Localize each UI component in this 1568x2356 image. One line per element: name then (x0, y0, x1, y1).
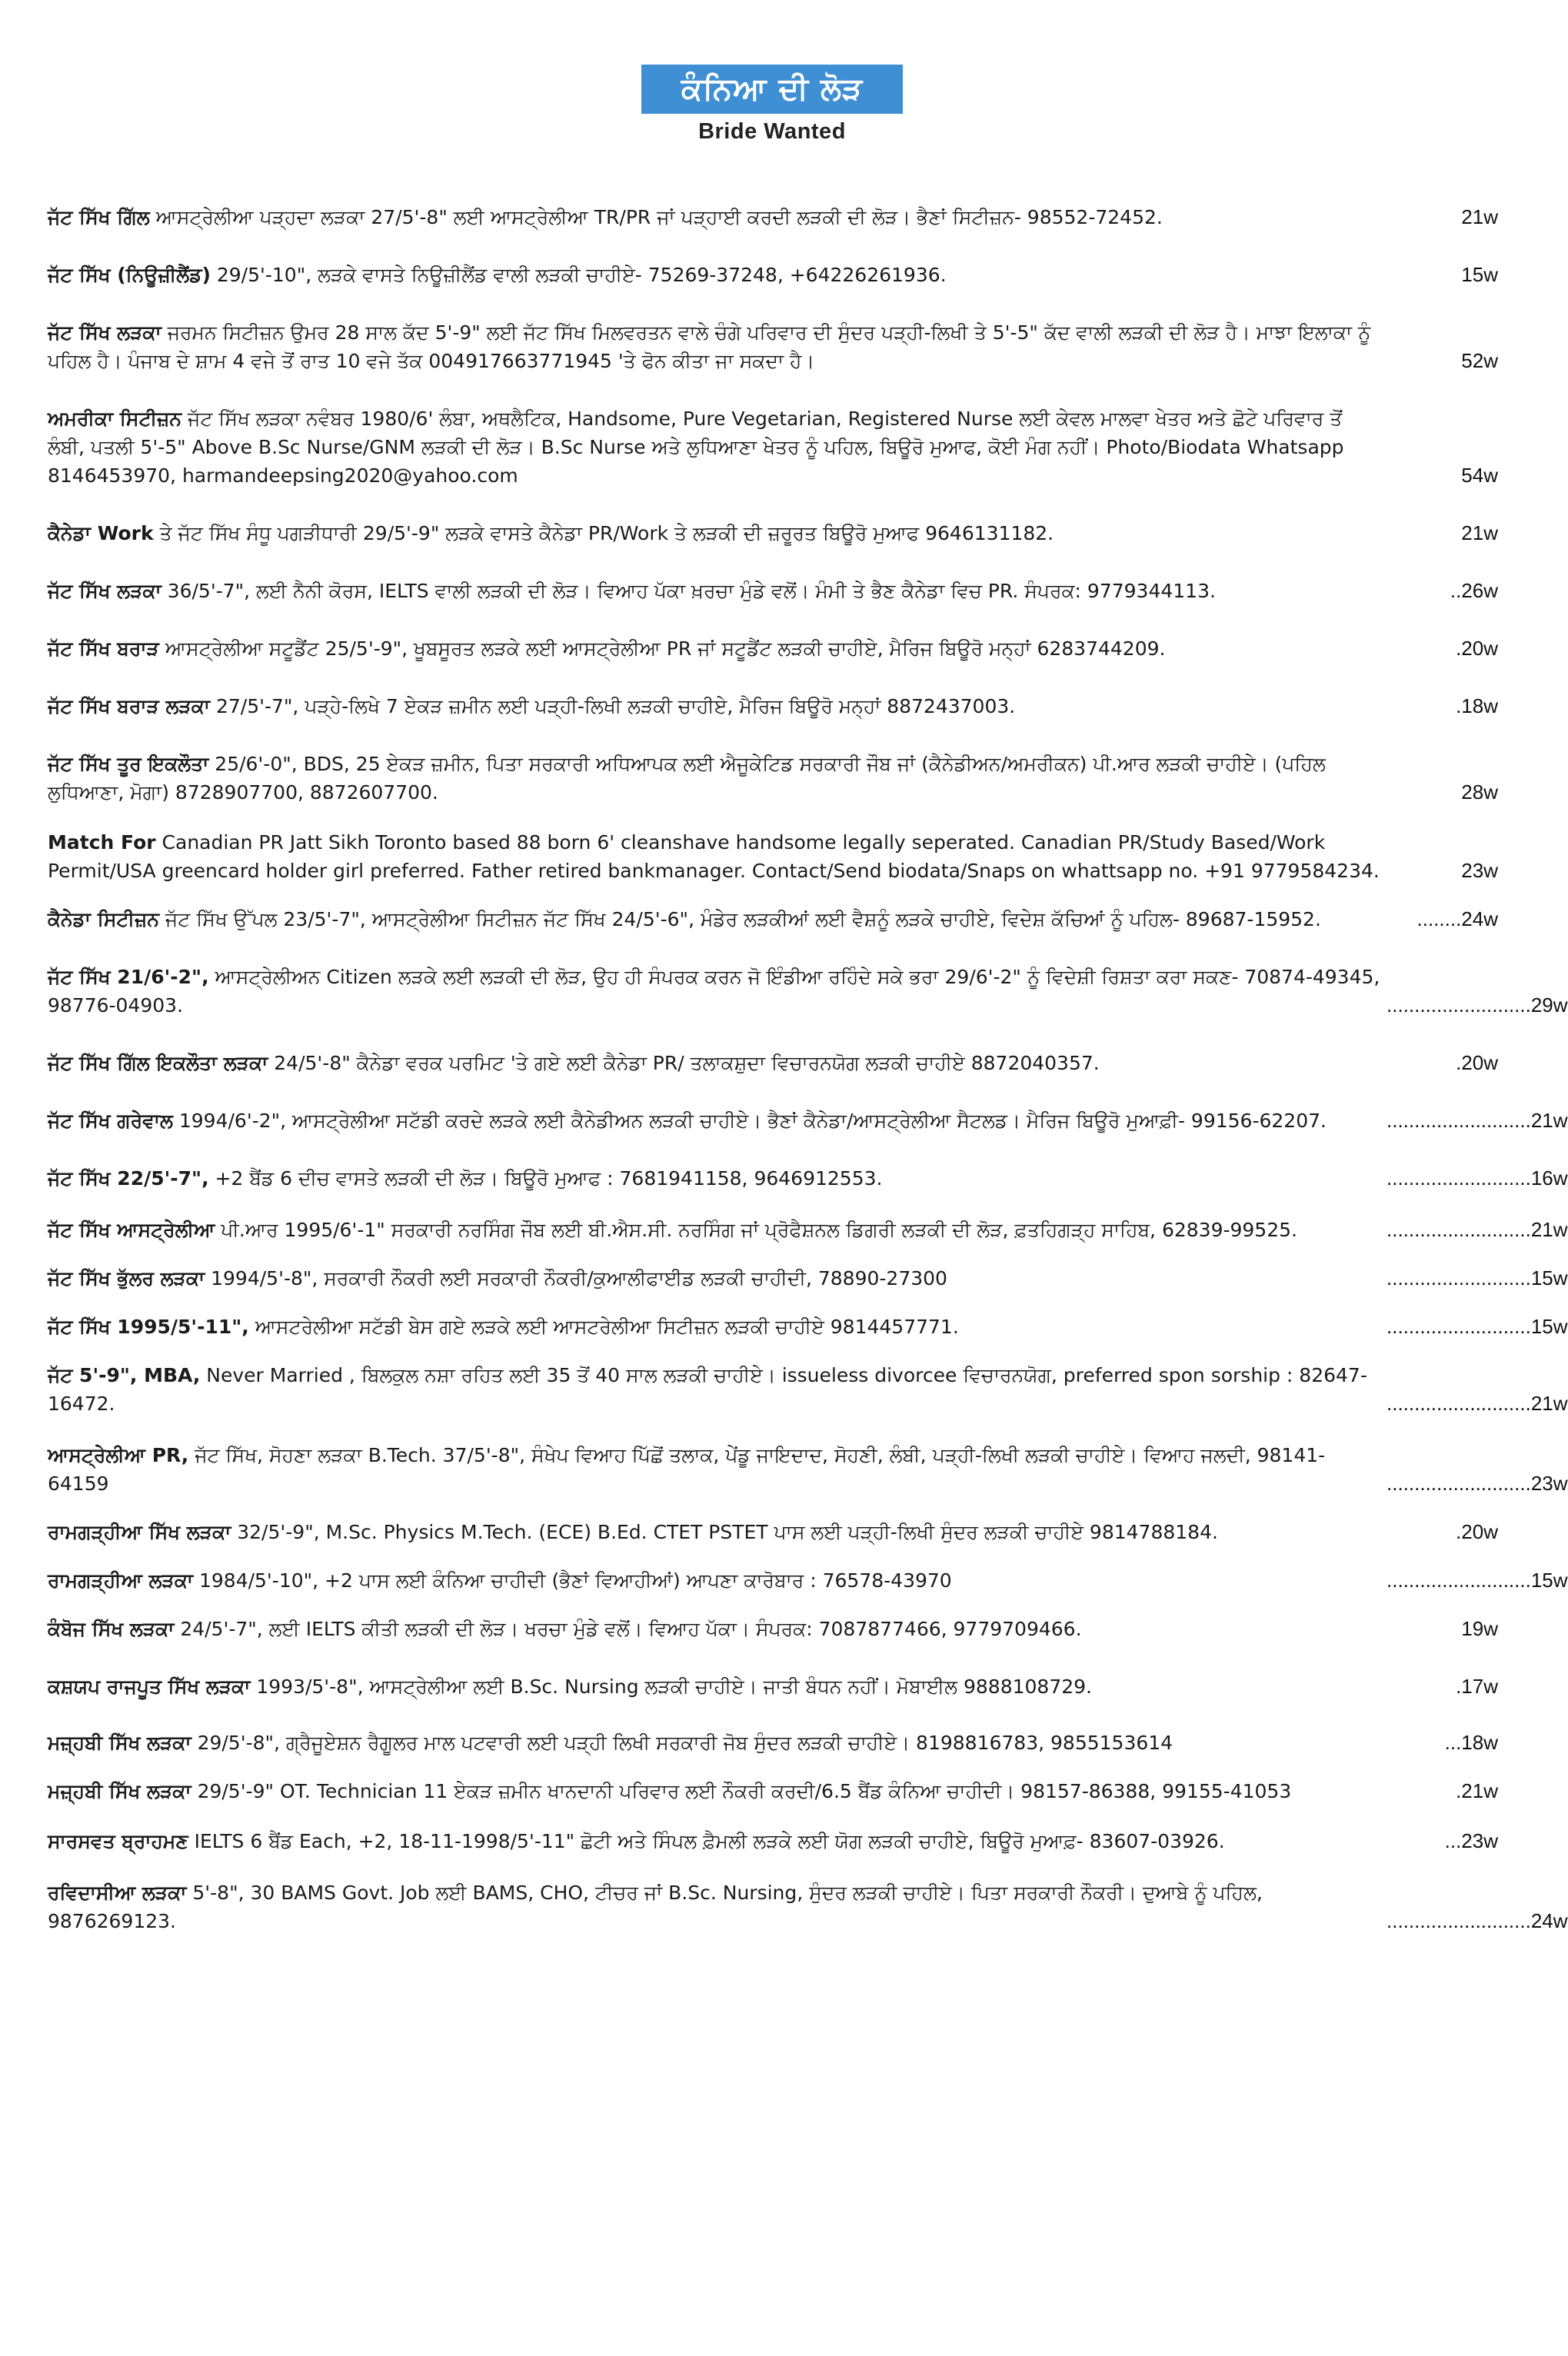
listing-text (48, 1729, 1383, 1757)
listing-lead: ਜੱਟ ਸਿੱਖ ਬਰਾੜ ਲੜਕਾ (48, 695, 211, 717)
listing-entry (48, 963, 1568, 1020)
listing-entry (48, 1672, 1498, 1701)
listing-entry (48, 750, 1498, 807)
listing-entry (48, 1361, 1568, 1418)
listing-entry (48, 1106, 1568, 1135)
listing-code: ........24w (1417, 907, 1498, 930)
listing-code: 21w (1461, 521, 1498, 544)
listing-body: ਆਸਟ੍ਰੇਲੀਆ ਪੜ੍ਹਦਾ ਲੜਕਾ 27/5'-8" ਲਈ ਆਸਟ੍ਰੇਲੀਆ TR/PR ਜਾਂ ਪੜ੍ਹਾਈ ਕਰਦੀ ਲੜਕੀ ਦੀ ਲੋੜ। ਭੈਣਾਂ ਸਿਟੀਜ਼ਨ- 98552-72452. (155, 206, 1163, 228)
listing-text (48, 261, 1383, 289)
listing-code: .21w (1456, 1779, 1498, 1802)
listing-body: ਜੱਟ ਸਿੱਖ, ਸੋਹਣਾ ਲੜਕਾ B.Tech. 37/5'-8", ਸੰਖੇਪ ਵਿਆਹ ਪਿੱਛੋਂ ਤਲਾਕ, ਪੇਂਡੂ ਜਾਇਦਾਦ, ਸੋਹਣੀ, ਲੰਬੀ, ਪੜ੍ਹੀ-ਲਿਖੀ ਲੜਕੀ ਚਾਹੀਏ। ਵਿਆਹ ਜਲਦੀ, 98141-64159 (48, 1444, 1326, 1495)
listing-code: ...18w (1444, 1731, 1498, 1754)
listing-text (48, 1566, 1383, 1595)
listing-code: .20w (1456, 1520, 1498, 1543)
listing-entry (48, 519, 1498, 547)
listing-lead: ਜੱਟ ਸਿੱਖ 21/6'-2", (48, 966, 209, 988)
listing-lead: ਜੱਟ ਸਿੱਖ ਲੜਕਾ (48, 321, 161, 344)
listing-body: ਆਸਟ੍ਰੇਲੀਅਨ Citizen ਲੜਕੇ ਲਈ ਲੜਕੀ ਦੀ ਲੋੜ, ਉਹ ਹੀ ਸੰਪਰਕ ਕਰਨ ਜੋ ਇੰਡੀਆ ਰਹਿੰਦੇ ਸਕੇ ਭਰਾ 29/6'-2" ਨੂੰ ਵਿਦੇਸ਼ੀ ਰਿਸ਼ਤਾ ਕਰਾ ਸਕਣ- 70874-49345, 98776-04903. (48, 966, 1380, 1017)
listing-lead: ਆਸਟ੍ਰੇਲੀਆ PR, (48, 1444, 189, 1466)
listing-text (48, 1777, 1383, 1805)
listing-entry (48, 692, 1498, 720)
listing-code: .20w (1456, 637, 1498, 660)
listing-text (48, 1827, 1383, 1855)
matrimonial-listings (48, 180, 1568, 2341)
listing-entry (48, 1777, 1498, 1805)
listing-lead: ਕੈਨੇਡਾ ਸਿਟੀਜ਼ਨ (48, 908, 159, 930)
listing-lead: ਰਾਮਗੜ੍ਹੀਆ ਸਿੱਖ ਲੜਕਾ (48, 1521, 231, 1543)
listing-body: ਜੱਟ ਸਿੱਖ ਉੱਪਲ 23/5'-7", ਆਸਟ੍ਰੇਲੀਆ ਸਿਟੀਜ਼ਨ ਜੱਟ ਸਿੱਖ 24/5'-6", ਮੰਡੇਰ ਲੜਕੀਆਂ ਲਈ ਵੈਸ਼ਨੂੰ ਲੜਕੇ ਚਾਹੀਏ, ਵਿਦੇਸ਼ ਕੱਚਿਆਂ ਨੂੰ ਪਹਿਲ- 89687-15952. (165, 908, 1321, 930)
listing-text (48, 1313, 1383, 1341)
listing-body: 1994/5'-8", ਸਰਕਾਰੀ ਨੌਕਰੀ ਲਈ ਸਰਕਾਰੀ ਨੌਕਰੀ/ਕੁਆਲੀਫਾਈਡ ਲੜਕੀ ਚਾਹੀਦੀ, 78890-27300 (211, 1267, 947, 1289)
listing-code: ..........................21w (1387, 1392, 1568, 1415)
listing-text (48, 519, 1383, 547)
listing-entry (48, 1264, 1568, 1293)
listing-body: IELTS 6 ਬੈਂਡ Each, +2, 18-11-1998/5'-11" ਛੋਟੀ ਅਤੇ ਸਿੰਪਲ ਫ਼ੈਮਲੀ ਲੜਕੇ ਲਈ ਯੋਗ ਲੜਕੀ ਚਾਹੀਏ, ਬਿਊਰੋ ਮੁਆਫ਼- 83607-03926. (194, 1830, 1225, 1852)
listing-code: ..........................15w (1387, 1569, 1568, 1592)
listing-body: 25/6'-0", BDS, 25 ਏਕੜ ਜ਼ਮੀਨ, ਪਿਤਾ ਸਰਕਾਰੀ ਅਧਿਆਪਕ ਲਈ ਐਜੂਕੇਟਿਡ ਸਰਕਾਰੀ ਜੌਬ ਜਾਂ (ਕੈਨੇਡੀਅਨ/ਅਮਰੀਕਨ) ਪੀ.ਆਰ ਲੜਕੀ ਚਾਹੀਏ। (ਪਹਿਲ ਲੁਧਿਆਣਾ, ਮੋਗਾ) 8728907700, 8872607700. (48, 753, 1326, 804)
listing-body: ਜਰਮਨ ਸਿਟੀਜ਼ਨ ਉਮਰ 28 ਸਾਲ ਕੱਦ 5'-9" ਲਈ ਜੱਟ ਸਿੱਖ ਮਿਲਵਰਤਨ ਵਾਲੇ ਚੰਗੇ ਪਰਿਵਾਰ ਦੀ ਸੁੰਦਰ ਪੜ੍ਹੀ-ਲਿਖੀ ਤੇ 5'-5" ਕੱਦ ਵਾਲੀ ਲੜਕੀ ਦੀ ਲੋੜ ਹੈ। ਮਾਝਾ ਇਲਾਕਾ ਨੂੰ ਪਹਿਲ ਹੈ। ਪੰਜਾਬ ਦੇ ਸ਼ਾਮ 4 ਵਜੇ ਤੋਂ ਰਾਤ 10 ਵਜੇ ਤੱਕ 004917663771945 'ਤੇ ਫੋਨ ਕੀਤਾ ਜਾ ਸਕਦਾ ਹੈ। (48, 321, 1371, 372)
listing-entry (48, 1441, 1568, 1498)
listing-code: ..........................23w (1387, 1472, 1568, 1495)
listing-entry (48, 1827, 1498, 1855)
listing-code: 23w (1461, 859, 1498, 882)
listing-lead: ਜੱਟ ਸਿੱਖ ਗਿੱਲ ਇਕਲੌਤਾ ਲੜਕਾ (48, 1052, 268, 1074)
listing-lead: ਕੰਬੋਜ ਸਿੱਖ ਲੜਕਾ (48, 1618, 175, 1640)
listing-text (48, 963, 1383, 1020)
listing-text (48, 1518, 1383, 1546)
listing-body: Canadian PR Jatt Sikh Toronto based 88 born 6' cleanshave handsome legally seperated. Canadian PR/Study Based/Work Permit/USA greencard holder girl preferred. Father retired bankmanager. Contact/Send biodata/Snaps on whattsapp no. +91 9779584234. (48, 831, 1380, 882)
listing-lead: ਅਮਰੀਕਾ ਸਿਟੀਜ਼ਨ (48, 408, 182, 430)
listing-code: ..........................15w (1387, 1266, 1568, 1289)
listing-body: 24/5'-8" ਕੈਨੇਡਾ ਵਰਕ ਪਰਮਿਟ 'ਤੇ ਗਏ ਲਈ ਕੈਨੇਡਾ PR/ ਤਲਾਕਸ਼ੁਦਾ ਵਿਚਾਰਨਯੋਗ ਲੜਕੀ ਚਾਹੀਏ 8872040357. (274, 1052, 1100, 1074)
listing-code: ..........................15w (1387, 1315, 1568, 1338)
listing-entry (48, 1216, 1568, 1244)
listing-lead: ਜੱਟ ਸਿੱਖ ਬਰਾੜ (48, 637, 159, 660)
listing-text (48, 203, 1383, 231)
listing-entry (48, 1518, 1498, 1546)
listing-text (48, 318, 1383, 375)
listing-body: 1994/6'-2", ਆਸਟ੍ਰੇਲੀਆ ਸਟੱਡੀ ਕਰਦੇ ਲੜਕੇ ਲਈ ਕੈਨੇਡੀਅਨ ਲੜਕੀ ਚਾਹੀਏ। ਭੈਣਾਂ ਕੈਨੇਡਾ/ਆਸਟ੍ਰੇਲੀਆ ਸੈਟਲਡ। ਮੈਰਿਜ ਬਿਊਰੋ ਮੁਆਫ਼ੀ- 99156-62207. (178, 1110, 1327, 1132)
listing-code: .18w (1456, 694, 1498, 717)
listing-text (48, 750, 1383, 807)
listing-text (48, 1216, 1383, 1244)
section-masthead (0, 65, 1535, 149)
listing-code: ...23w (1444, 1829, 1498, 1852)
listing-body: 36/5'-7", ਲਈ ਨੈਨੀ ਕੋਰਸ, IELTS ਵਾਲੀ ਲੜਕੀ ਦੀ ਲੋੜ। ਵਿਆਹ ਪੱਕਾ ਖ਼ਰਚਾ ਮੁੰਡੇ ਵਲੋਂ। ਮੰਮੀ ਤੇ ਭੈਣ ਕੈਨੇਡਾ ਵਿਚ PR. ਸੰਪਰਕ: 9779344113. (167, 580, 1216, 602)
listing-entry (48, 634, 1498, 663)
listing-text (48, 1049, 1383, 1077)
listing-text (48, 404, 1383, 490)
listing-text (48, 1878, 1383, 1935)
section-title-english: Bride Wanted (698, 119, 846, 144)
listing-text (48, 1361, 1383, 1418)
listing-lead: ਜੱਟ ਸਿੱਖ ਭੁੱਲਰ ਲੜਕਾ (48, 1267, 205, 1289)
listing-body: +2 ਬੈਂਡ 6 ਦੀਚ ਵਾਸਤੇ ਲੜਕੀ ਦੀ ਲੋੜ। ਬਿਊਰੋ ਮੁਆਫ : 7681941158, 9646912553. (215, 1167, 883, 1190)
listing-lead: ਕਸ਼ਯਪ ਰਾਜਪੂਤ ਸਿੱਖ ਲੜਕਾ (48, 1675, 251, 1698)
listing-lead: ਕੈਨੇਡਾ Work (48, 522, 154, 544)
listing-body: 32/5'-9", M.Sc. Physics M.Tech. (ECE) B.Ed. CTET PSTET ਪਾਸ ਲਈ ਪੜ੍ਹੀ-ਲਿਖੀ ਸੁੰਦਰ ਲੜਕੀ ਚਾਹੀਏ 9814788184. (237, 1521, 1218, 1543)
listing-body: 29/5'-10", ਲੜਕੇ ਵਾਸਤੇ ਨਿਊਜ਼ੀਲੈਂਡ ਵਾਲੀ ਲੜਕੀ ਚਾਹੀਏ- 75269-37248, +64226261936. (216, 264, 947, 286)
listing-lead: ਜੱਟ ਸਿੱਖ (ਨਿਊਜ਼ੀਲੈਂਡ) (48, 264, 211, 286)
listing-entry (48, 1566, 1568, 1595)
listing-entry (48, 203, 1498, 231)
listing-body: 27/5'-7", ਪੜ੍ਹੇ-ਲਿਖੇ 7 ਏਕੜ ਜ਼ਮੀਨ ਲਈ ਪੜ੍ਹੀ-ਲਿਖੀ ਲੜਕੀ ਚਾਹੀਏ, ਮੈਰਿਜ ਬਿਊਰੋ ਮਨ੍ਹਾਂ 8872437003. (215, 695, 1016, 717)
listing-entry (48, 318, 1498, 375)
listing-code: 21w (1461, 205, 1498, 228)
listing-text (48, 577, 1383, 605)
listing-body: 1993/5'-8", ਆਸਟ੍ਰੇਲੀਆ ਲਈ B.Sc. Nursing ਲੜਕੀ ਚਾਹੀਏ। ਜਾਤੀ ਬੰਧਨ ਨਹੀਂ। ਮੋਬਾਈਲ 9888108729. (256, 1675, 1092, 1698)
listing-text (48, 634, 1383, 663)
listing-body: 1984/5'-10", +2 ਪਾਸ ਲਈ ਕੰਨਿਆ ਚਾਹੀਦੀ (ਭੈਣਾਂ ਵਿਆਹੀਆਂ) ਆਪਣਾ ਕਾਰੋਬਾਰ : 76578-43970 (198, 1569, 952, 1592)
listing-lead: ਜੱਟ ਸਿੱਖ 1995/5'-11", (48, 1316, 249, 1338)
listing-entry (48, 905, 1498, 933)
listing-lead: ਰਵਿਦਾਸੀਆ ਲੜਕਾ (48, 1882, 187, 1904)
listing-code: 19w (1461, 1617, 1498, 1640)
listing-lead: Match For (48, 831, 156, 854)
listing-entry (48, 261, 1498, 289)
listing-entry (48, 577, 1498, 605)
listing-code: ..........................24w (1387, 1909, 1568, 1932)
listing-lead: ਜੱਟ ਸਿੱਖ ਲੜਕਾ (48, 580, 161, 602)
listing-lead: ਜੱਟ ਸਿੱਖ ਆਸਟ੍ਰੇਲੀਆ (48, 1219, 215, 1241)
listing-lead: ਮਜ਼੍ਹਬੀ ਸਿੱਖ ਲੜਕਾ (48, 1732, 191, 1754)
listing-lead: ਸਾਰਸਵਤ ਬ੍ਰਾਹਮਣ (48, 1830, 188, 1852)
listing-entry (48, 1878, 1568, 1935)
listing-entry (48, 828, 1498, 885)
listing-lead: ਜੱਟ ਸਿੱਖ ਗਰੇਵਾਲ (48, 1110, 173, 1132)
section-title-punjabi: ਕੰਨਿਆ ਦੀ ਲੋੜ (641, 65, 903, 114)
listing-lead: ਜੱਟ ਸਿੱਖ ਗਿੱਲ (48, 206, 150, 228)
listing-text (48, 1615, 1383, 1643)
listing-entry (48, 1615, 1498, 1643)
listing-lead: ਜੱਟ ਸਿੱਖ 22/5'-7", (48, 1167, 209, 1190)
listing-code: .20w (1456, 1051, 1498, 1074)
listing-text (48, 1441, 1383, 1498)
listing-lead: ਰਾਮਗੜ੍ਹੀਆ ਲੜਕਾ (48, 1569, 194, 1592)
listing-body: ਆਸਟ੍ਰੇਲੀਆ ਸਟੂਡੈਂਟ 25/5'-9", ਖੂਬਸੂਰਤ ਲੜਕੇ ਲਈ ਆਸਟ੍ਰੇਲੀਆ PR ਜਾਂ ਸਟੂਡੈਂਟ ਲੜਕੀ ਚਾਹੀਏ, ਮੈਰਿਜ ਬਿਊਰੋ ਮਨ੍ਹਾਂ 6283744209. (165, 637, 1166, 660)
listing-code: ..........................21w (1387, 1218, 1568, 1241)
listing-body: Never Married , ਬਿਲਕੁਲ ਨਸ਼ਾ ਰਹਿਤ ਲਈ 35 ਤੋਂ 40 ਸਾਲ ਲੜਕੀ ਚਾਹੀਏ। issueless divorcee ਵਿਚਾਰਨਯੋਗ, preferred spon sorship : 82647-16472. (48, 1364, 1367, 1415)
listing-code: ..26w (1450, 579, 1498, 602)
listing-code: 15w (1461, 263, 1498, 286)
listing-text (48, 1106, 1383, 1135)
listing-text (48, 1164, 1383, 1193)
listing-lead: ਜੱਟ 5'-9", MBA, (48, 1364, 201, 1386)
listing-code: ..........................29w (1387, 993, 1568, 1017)
listing-text (48, 1264, 1383, 1293)
listing-body: 29/5'-8", ਗ੍ਰੈਜੂਏਸ਼ਨ ਰੈਗੂਲਰ ਮਾਲ ਪਟਵਾਰੀ ਲਈ ਪੜ੍ਹੀ ਲਿਖੀ ਸਰਕਾਰੀ ਜੋਬ ਸੁੰਦਰ ਲੜਕੀ ਚਾਹੀਏ। 8198816783, 9855153614 (197, 1732, 1174, 1754)
listing-text (48, 1672, 1383, 1701)
listing-entry (48, 404, 1498, 490)
listing-entry (48, 1164, 1568, 1193)
listing-code: .17w (1456, 1675, 1498, 1698)
listing-text (48, 905, 1383, 933)
listing-body: ਪੀ.ਆਰ 1995/6'-1" ਸਰਕਾਰੀ ਨਰਸਿੰਗ ਜੌਬ ਲਈ ਬੀ.ਐਸ.ਸੀ. ਨਰਸਿੰਗ ਜਾਂ ਪ੍ਰੋਫੈਸ਼ਨਲ ਡਿਗਰੀ ਲੜਕੀ ਦੀ ਲੋੜ, ਫ਼ਤਹਿਗੜ੍ਹ ਸਾਹਿਬ, 62839-99525. (221, 1219, 1297, 1241)
listing-body: ਆਸਟਰੇਲੀਆ ਸਟੱਡੀ ਬੇਸ ਗਏ ਲੜਕੇ ਲਈ ਆਸਟਰੇਲੀਆ ਸਿਟੀਜ਼ਨ ਲੜਕੀ ਚਾਹੀਏ 9814457771. (255, 1316, 959, 1338)
listing-body: 5'-8", 30 BAMS Govt. Job ਲਈ BAMS, CHO, ਟੀਚਰ ਜਾਂ B.Sc. Nursing, ਸੁੰਦਰ ਲੜਕੀ ਚਾਹੀਏ। ਪਿਤਾ ਸਰਕਾਰੀ ਨੌਕਰੀ। ਦੁਆਬੇ ਨੂੰ ਪਹਿਲ, 9876269123. (48, 1882, 1263, 1932)
listing-body: ਤੇ ਜੱਟ ਸਿੱਖ ਸੰਧੂ ਪਗੜੀਧਾਰੀ 29/5'-9" ਲੜਕੇ ਵਾਸਤੇ ਕੈਨੇਡਾ PR/Work ਤੇ ਲੜਕੀ ਦੀ ਜ਼ਰੂਰਤ ਬਿਊਰੋ ਮੁਆਫ 9646131182. (159, 522, 1054, 544)
listing-entry (48, 1729, 1498, 1757)
listing-entry (48, 1049, 1498, 1077)
listing-text (48, 692, 1383, 720)
listing-lead: ਜੱਟ ਸਿੱਖ ਤੂਰ ਇਕਲੌਤਾ (48, 753, 209, 775)
listing-code: 54w (1461, 464, 1498, 487)
listing-code: 52w (1461, 349, 1498, 372)
listing-body: ਜੱਟ ਸਿੱਖ ਲੜਕਾ ਨਵੰਬਰ 1980/6' ਲੰਬਾ, ਅਥਲੈਟਿਕ, Handsome, Pure Vegetarian, Registered Nurse ਲਈ ਕੇਵਲ ਮਾਲਵਾ ਖੇਤਰ ਅਤੇ ਛੋਟੇ ਪਰਿਵਾਰ ਤੋਂ ਲੰਬੀ, ਪਤਲੀ 5'-5" Above B.Sc Nurse/GNM ਲੜਕੀ ਦੀ ਲੋੜ। B.Sc Nurse ਅਤੇ ਲੁਧਿਆਣਾ ਖੇਤਰ ਨੂੰ ਪਹਿਲ, ਬਿਊਰੋ ਮੁਆਫ, ਕੋਈ ਮੰਗ ਨਹੀਂ। Photo/Biodata Whatsapp 8146453970, harmandeepsing2020@yahoo.com (48, 408, 1344, 487)
listing-entry (48, 1313, 1568, 1341)
listing-code: ..........................16w (1387, 1166, 1568, 1190)
listing-body: 24/5'-7", ਲਈ IELTS ਕੀਤੀ ਲੜਕੀ ਦੀ ਲੋੜ। ਖਰਚਾ ਮੁੰਡੇ ਵਲੋਂ। ਵਿਆਹ ਪੱਕਾ। ਸੰਪਰਕ: 7087877466, 9779709466. (180, 1618, 1082, 1640)
listing-code: ..........................21w (1387, 1109, 1568, 1132)
listing-lead: ਮਜ਼੍ਹਬੀ ਸਿੱਖ ਲੜਕਾ (48, 1780, 191, 1802)
listing-body: 29/5'-9" OT. Technician 11 ਏਕੜ ਜ਼ਮੀਨ ਖਾਨਦਾਨੀ ਪਰਿਵਾਰ ਲਈ ਨੌਕਰੀ ਕਰਦੀ/6.5 ਬੈਂਡ ਕੰਨਿਆ ਚਾਹੀਦੀ। 98157-86388, 99155-41053 (197, 1780, 1292, 1802)
listing-text (48, 828, 1383, 885)
listing-code: 28w (1461, 780, 1498, 804)
